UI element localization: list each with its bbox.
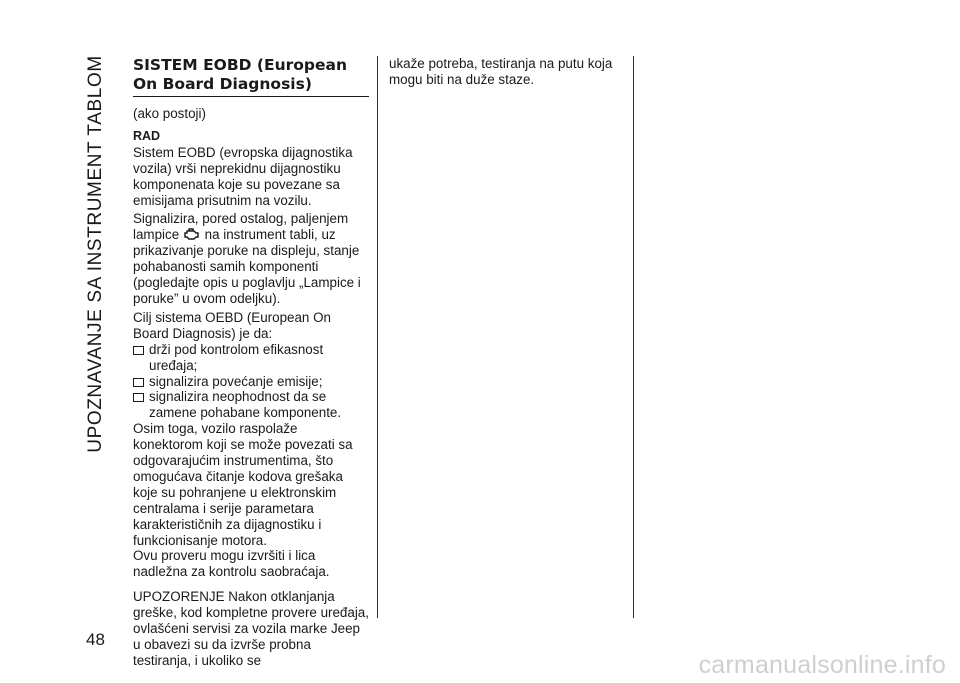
section-heading-line2: On Board Diagnosis) bbox=[133, 75, 312, 93]
rad-label: RAD bbox=[133, 128, 161, 143]
bullet-box-icon bbox=[133, 378, 144, 387]
list-item bbox=[133, 389, 369, 421]
watermark: carmanualsonline.info bbox=[698, 651, 946, 679]
paragraph-connector: Osim toga, vozilo raspolaže konektorom koji se može povezati sa odgovarajućim instrumentima, što omogućava čitanje kodova grešaka koje su pohranjene u elektronskim centralama i serije parametara karakterističnih za dijagnostiku i funkcionisanje motora. bbox=[133, 421, 353, 548]
list-item-text: signalizira povećanje emisije; bbox=[149, 373, 323, 389]
text-column-left bbox=[133, 56, 369, 669]
paragraph-control: Ovu proveru mogu izvršiti i lica nadležna za kontrolu saobraćaja. bbox=[133, 548, 330, 580]
bullet-box-icon bbox=[133, 346, 144, 355]
list-item-text: drži pod kontrolom efikasnost uređaja; bbox=[149, 341, 324, 373]
page-number: 48 bbox=[86, 630, 105, 649]
list-item bbox=[133, 342, 369, 374]
section-subtitle: (ako postoji) bbox=[133, 106, 206, 121]
paragraph-intro: Sistem EOBD (evropska dijagnostika vozila) vrši neprekidnu dijagnostiku komponenata koje su povezane sa emisijama prisutnim na vozilu. bbox=[133, 144, 353, 208]
section-heading bbox=[133, 56, 369, 97]
chapter-side-title bbox=[84, 46, 108, 462]
paragraph-signalizes-end: na instrument tabli, uz prikazivanje poruke na displeju, stanje pohabanosti samih komponenti (pogledajte opis u poglavlju „Lampice i poruke” u ovom odeljku). bbox=[133, 227, 361, 306]
engine-check-icon bbox=[184, 228, 200, 240]
section-heading-line1: SISTEM EOBD (European bbox=[133, 56, 348, 74]
list-item-text: signalizira neophodnost da se zamene pohabane komponente. bbox=[149, 389, 342, 421]
list-item bbox=[133, 374, 369, 390]
text-column-middle bbox=[389, 56, 625, 88]
warning-continuation: ukaže potreba, testiranja na putu koja mogu biti na duže staze. bbox=[389, 56, 613, 87]
bullet-box-icon bbox=[133, 393, 144, 402]
column-divider-right bbox=[633, 56, 634, 618]
paragraph-goal: Cilj sistema OEBD (European On Board Diagnosis) je da: bbox=[133, 309, 331, 341]
paragraph-signalizes bbox=[133, 211, 369, 306]
warning-paragraph: UPOZORENJE Nakon otklanjanja greške, kod kompletne provere uređaja, ovlašćeni servisi za vozila marke Jeep u obavezi su da izvrše probna testiranja, i ukoliko se bbox=[133, 589, 369, 668]
chapter-side-title-text: UPOZNAVANJE SA INSTRUMENT TABLOM bbox=[85, 55, 106, 453]
column-divider-left bbox=[377, 56, 378, 618]
paragraph-signalizes-start: Signalizira, pored ostalog, paljenjem lampice bbox=[133, 211, 349, 243]
